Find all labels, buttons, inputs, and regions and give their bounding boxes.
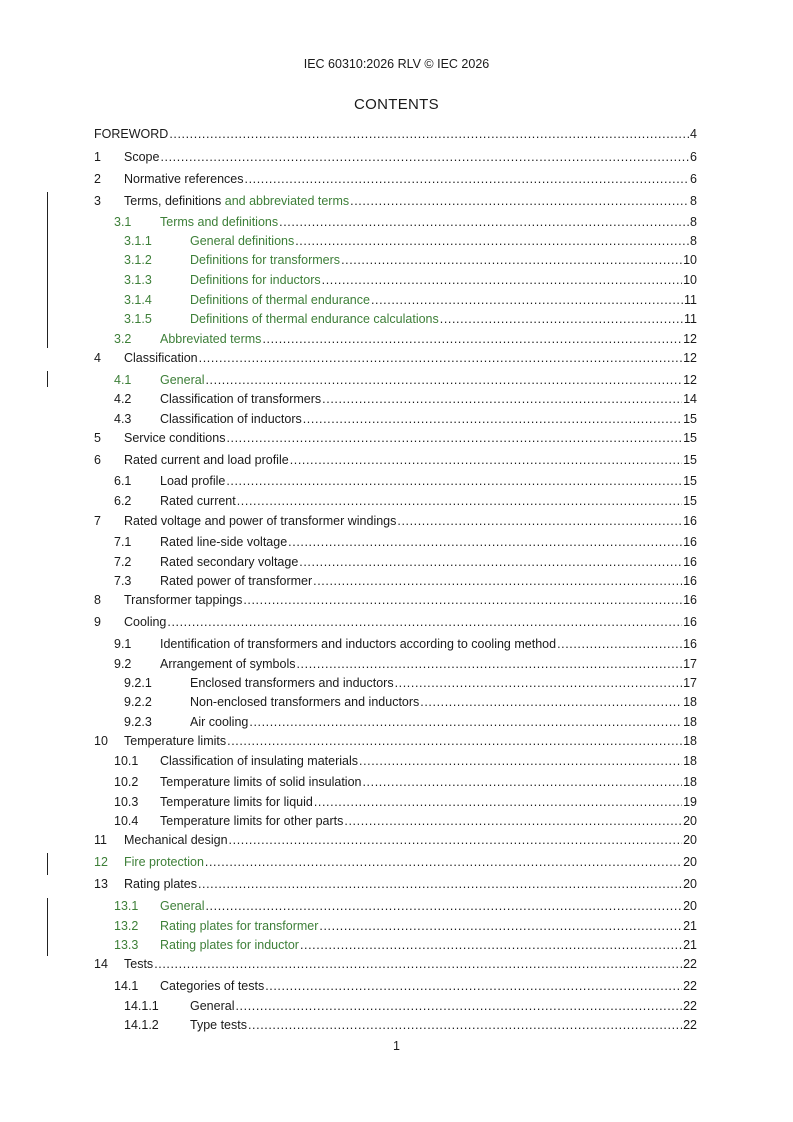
toc-leader-dots	[262, 330, 682, 348]
toc-entry-page: 15	[683, 453, 697, 467]
toc-entry[interactable]	[94, 148, 697, 166]
toc-entry[interactable]	[94, 451, 697, 469]
toc-entry-page: 8	[690, 234, 697, 248]
toc-entry[interactable]	[94, 936, 697, 954]
toc-entry-page: 8	[690, 215, 697, 229]
toc-entry-title-text: Mechanical design	[124, 833, 228, 847]
toc-entry-number: 14.1.1	[124, 999, 159, 1013]
toc-entry-number: 5	[94, 431, 101, 445]
toc-entry-title	[160, 752, 359, 770]
toc-entry-title	[160, 390, 322, 408]
toc-entry-title	[124, 349, 199, 367]
toc-leader-dots	[279, 213, 689, 231]
toc-entry-number: 6	[94, 453, 101, 467]
toc-leader-dots	[395, 674, 683, 692]
toc-entry-title	[124, 955, 154, 973]
toc-entry-title	[190, 271, 322, 289]
toc-entry[interactable]	[94, 875, 697, 893]
toc-entry[interactable]	[94, 713, 697, 731]
toc-entry-number: 13	[94, 877, 108, 891]
toc-entry-title	[160, 472, 226, 490]
toc-entry-number: 12	[94, 855, 108, 869]
toc-entry-page: 8	[690, 194, 697, 208]
toc-leader-dots	[295, 232, 689, 250]
toc-entry-number: 13.1	[114, 899, 139, 913]
toc-entry-title	[124, 512, 397, 530]
toc-entry-added-text: and abbreviated terms	[221, 194, 350, 208]
toc-entry-page: 15	[683, 412, 697, 426]
toc-entry-page: 6	[690, 172, 697, 186]
toc-entry-title-text: Rated secondary voltage	[160, 555, 299, 569]
toc-entry[interactable]	[94, 752, 697, 770]
toc-entry[interactable]	[94, 410, 697, 428]
toc-entry[interactable]	[94, 674, 697, 692]
toc-entry[interactable]	[94, 693, 697, 711]
change-bar	[47, 192, 48, 348]
toc-entry[interactable]	[94, 291, 697, 309]
toc-entry-title	[190, 291, 371, 309]
toc-entry-title	[124, 732, 227, 750]
toc-leader-dots	[226, 429, 682, 447]
toc-entry-page: 16	[683, 615, 697, 629]
toc-leader-dots	[362, 773, 682, 791]
toc-entry-title-text: Load profile	[160, 474, 226, 488]
toc-entry-page: 21	[683, 938, 697, 952]
toc-entry-title	[160, 793, 314, 811]
toc-entry-title	[160, 635, 557, 653]
toc-entry-title	[160, 213, 279, 231]
toc-entry-title	[160, 936, 300, 954]
toc-leader-dots	[199, 349, 682, 367]
toc-entry-page: 20	[683, 899, 697, 913]
toc-entry[interactable]	[94, 635, 697, 653]
toc-leader-dots	[313, 572, 682, 590]
toc-entry-title-text: Service conditions	[124, 431, 226, 445]
toc-entry[interactable]	[94, 310, 697, 328]
toc-entry-title	[190, 713, 249, 731]
toc-entry-title-text: Rated current	[160, 494, 236, 508]
toc-entry-title-text: Categories of tests	[160, 979, 265, 993]
toc-entry-title-text: General	[160, 373, 205, 387]
toc-entry-number: 7.2	[114, 555, 132, 569]
toc-entry-page: 17	[683, 657, 697, 671]
toc-entry-page: 18	[683, 775, 697, 789]
toc-entry-title-text: Rated voltage and power of transformer windings	[124, 514, 397, 528]
toc-entry-page: 16	[683, 574, 697, 588]
toc-entry-number: 7.3	[114, 574, 132, 588]
toc-entry-number: 2	[94, 172, 101, 186]
toc-entry-title-text: Normative references	[124, 172, 244, 186]
toc-entry[interactable]	[94, 251, 697, 269]
toc-entry-page: 18	[683, 734, 697, 748]
toc-entry-title-text: Arrangement of symbols	[160, 657, 296, 671]
change-bar	[47, 853, 48, 875]
change-bar	[47, 371, 48, 387]
toc-leader-dots	[299, 553, 682, 571]
toc-entry-page: 12	[683, 351, 697, 365]
toc-entry-title-text: Classification	[124, 351, 198, 365]
page-number: 1	[393, 1039, 400, 1053]
toc-leader-dots	[350, 192, 689, 210]
toc-entry-title	[160, 492, 237, 510]
toc-entry-number: 3.1.4	[124, 293, 152, 307]
toc-entry-number: 9.2.2	[124, 695, 152, 709]
toc-entry-title-text: Scope	[124, 150, 160, 164]
toc-leader-dots	[160, 148, 689, 166]
page-title: CONTENTS	[354, 96, 439, 113]
toc-entry-title-text: Enclosed transformers and inductors	[190, 676, 394, 690]
toc-entry[interactable]	[94, 170, 697, 188]
toc-entry-page: 16	[683, 637, 697, 651]
toc-entry-number: 6.1	[114, 474, 132, 488]
toc-entry-page: 15	[683, 474, 697, 488]
toc-entry-title-text: Terms and definitions	[160, 215, 279, 229]
toc-leader-dots	[314, 793, 682, 811]
toc-entry-page: 20	[683, 814, 697, 828]
toc-entry-title	[94, 125, 169, 143]
toc-entry-number: 7.1	[114, 535, 132, 549]
toc-leader-dots	[229, 831, 683, 849]
toc-entry-number: 10.4	[114, 814, 139, 828]
toc-leader-dots	[322, 271, 682, 289]
toc-entry-title-text: Fire protection	[124, 855, 204, 869]
toc-entry-title-text: Type tests	[190, 1018, 247, 1032]
toc-entry[interactable]	[94, 897, 697, 915]
toc-entry-number: 10.2	[114, 775, 139, 789]
toc-entry-number: 4	[94, 351, 101, 365]
toc-entry[interactable]	[94, 271, 697, 289]
toc-entry-title-text: Terms, definitions	[124, 194, 222, 208]
toc-entry-page: 11	[684, 293, 697, 307]
toc-entry-title-text: General	[190, 999, 235, 1013]
toc-entry-title-text: Tests	[124, 957, 154, 971]
toc-entry-number: 8	[94, 593, 101, 607]
toc-entry[interactable]	[94, 655, 697, 673]
toc-entry-title	[160, 977, 265, 995]
toc-leader-dots	[303, 410, 682, 428]
toc-entry-title	[160, 917, 319, 935]
toc-entry-number: 3.1.1	[124, 234, 152, 248]
toc-entry-title-text: Rated power of transformer	[160, 574, 313, 588]
toc-entry[interactable]	[94, 572, 697, 590]
toc-entry-page: 17	[683, 676, 697, 690]
toc-entry-title	[124, 148, 160, 166]
toc-entry-page: 18	[683, 695, 697, 709]
toc-leader-dots	[243, 591, 682, 609]
toc-entry[interactable]	[94, 997, 697, 1015]
toc-entry-page: 10	[683, 273, 697, 287]
toc-entry-title-text: Classification of insulating materials	[160, 754, 359, 768]
toc-entry-number: 9.2.1	[124, 676, 152, 690]
toc-leader-dots	[245, 170, 690, 188]
toc-entry[interactable]	[94, 613, 697, 631]
toc-leader-dots	[440, 310, 683, 328]
toc-entry-title	[160, 410, 303, 428]
toc-entry-title-text: Temperature limits for liquid	[160, 795, 313, 809]
toc-entry-title	[190, 310, 440, 328]
toc-entry[interactable]	[94, 232, 697, 250]
toc-entry-page: 6	[690, 150, 697, 164]
toc-entry[interactable]	[94, 429, 697, 447]
toc-entry-title	[124, 613, 167, 631]
toc-leader-dots	[237, 492, 682, 510]
toc-entry[interactable]	[94, 512, 697, 530]
toc-entry-page: 18	[683, 754, 697, 768]
toc-entry-title	[160, 897, 205, 915]
toc-entry-title	[124, 429, 226, 447]
toc-entry-title-text: Temperature limits	[124, 734, 227, 748]
toc-entry-title	[190, 693, 420, 711]
toc-entry-title	[190, 1016, 248, 1034]
toc-leader-dots	[227, 732, 682, 750]
toc-entry-number: 13.2	[114, 919, 139, 933]
toc-entry-page: 10	[683, 253, 697, 267]
toc-entry[interactable]	[94, 472, 697, 490]
toc-entry-title-text: Classification of inductors	[160, 412, 302, 426]
toc-entry-title-text: Rating plates for inductor	[160, 938, 299, 952]
toc-entry-number: 10	[94, 734, 108, 748]
toc-leader-dots	[205, 897, 682, 915]
toc-entry-page: 12	[683, 373, 697, 387]
toc-entry-number: 3.1.3	[124, 273, 152, 287]
toc-entry-page: 22	[683, 1018, 697, 1032]
toc-leader-dots	[167, 613, 682, 631]
toc-entry-page: 16	[683, 555, 697, 569]
toc-entry[interactable]	[94, 812, 697, 830]
toc-entry-title	[160, 553, 299, 571]
toc-entry[interactable]	[94, 917, 697, 935]
toc-entry[interactable]	[94, 492, 697, 510]
toc-entry-title-text: Cooling	[124, 615, 167, 629]
toc-entry-number: 3.1	[114, 215, 132, 229]
toc-entry-number: 7	[94, 514, 101, 528]
toc-entry-title	[124, 875, 198, 893]
toc-entry[interactable]	[94, 831, 697, 849]
toc-entry-number: 3.1.2	[124, 253, 152, 267]
toc-entry[interactable]	[94, 793, 697, 811]
toc-entry-number: 9.1	[114, 637, 132, 651]
toc-entry-page: 15	[683, 431, 697, 445]
toc-entry-title	[124, 451, 290, 469]
toc-entry-title-text: Definitions for inductors	[190, 273, 321, 287]
toc-entry-title	[124, 170, 245, 188]
toc-entry-title-text: Air cooling	[190, 715, 249, 729]
toc-entry-title	[160, 655, 296, 673]
toc-entry-page: 20	[683, 833, 697, 847]
toc-entry-number: 4.2	[114, 392, 132, 406]
toc-entry-page: 14	[683, 392, 697, 406]
toc-entry-number: 11	[94, 833, 107, 847]
change-bar	[47, 898, 48, 956]
toc-entry[interactable]	[94, 213, 697, 231]
toc-entry-title-text: Rating plates	[124, 877, 197, 891]
toc-entry-page: 4	[690, 127, 697, 141]
toc-entry-number: 10.1	[114, 754, 139, 768]
toc-entry[interactable]	[94, 853, 697, 871]
toc-entry-page: 16	[683, 514, 697, 528]
toc-entry[interactable]	[94, 371, 697, 389]
toc-entry-number: 4.3	[114, 412, 132, 426]
toc-entry[interactable]	[94, 732, 697, 750]
toc-leader-dots	[248, 1016, 682, 1034]
toc-entry-title	[124, 831, 229, 849]
toc-entry[interactable]	[94, 1016, 697, 1034]
toc-leader-dots	[265, 977, 682, 995]
toc-entry-title	[160, 371, 205, 389]
toc-entry-number: 14.1	[114, 979, 139, 993]
toc-entry-number: 10.3	[114, 795, 139, 809]
toc-entry-page: 22	[683, 979, 697, 993]
toc-entry-page: 20	[683, 855, 697, 869]
toc-leader-dots	[319, 917, 682, 935]
toc-leader-dots	[420, 693, 682, 711]
toc-leader-dots	[344, 812, 682, 830]
toc-entry-number: 13.3	[114, 938, 139, 952]
toc-leader-dots	[290, 451, 682, 469]
toc-entry-title-text: Rated current and load profile	[124, 453, 289, 467]
toc-entry-title-text: Temperature limits of solid insulation	[160, 775, 362, 789]
toc-entry-number: 14.1.2	[124, 1018, 159, 1032]
toc-entry-title-text: Temperature limits for other parts	[160, 814, 344, 828]
toc-entry-title-text: Rated line-side voltage	[160, 535, 288, 549]
toc-entry[interactable]	[94, 533, 697, 551]
toc-leader-dots	[296, 655, 682, 673]
toc-entry-number: 4.1	[114, 373, 132, 387]
toc-entry-page: 12	[683, 332, 697, 346]
toc-entry-number: 9.2.3	[124, 715, 152, 729]
toc-entry-number: 14	[94, 957, 108, 971]
toc-entry-number: 9.2	[114, 657, 132, 671]
toc-entry[interactable]	[94, 553, 697, 571]
toc-entry-title-text: Identification of transformers and inductors according to cooling method	[160, 637, 557, 651]
toc-entry-number: 9	[94, 615, 101, 629]
toc-entry-title-text: Abbreviated terms	[160, 332, 262, 346]
toc-entry-title	[124, 853, 205, 871]
toc-leader-dots	[235, 997, 682, 1015]
toc-entry-title	[190, 251, 341, 269]
toc-entry-title-text: Definitions of thermal endurance calculations	[190, 312, 439, 326]
toc-entry-page: 11	[684, 312, 697, 326]
toc-leader-dots	[300, 936, 682, 954]
toc-entry-page: 19	[683, 795, 697, 809]
toc-leader-dots	[288, 533, 682, 551]
toc-entry-title	[160, 812, 344, 830]
toc-entry[interactable]	[94, 773, 697, 791]
toc-entry-title-text: FOREWORD	[94, 127, 169, 141]
toc-entry-title	[190, 232, 295, 250]
toc-entry-title	[160, 533, 288, 551]
toc-entry-title	[190, 997, 235, 1015]
toc-entry-page: 22	[683, 957, 697, 971]
toc-leader-dots	[226, 472, 682, 490]
toc-entry-title	[124, 192, 350, 210]
toc-leader-dots	[169, 125, 689, 143]
toc-leader-dots	[371, 291, 683, 309]
toc-entry-title-text: General	[160, 899, 205, 913]
toc-entry-number: 3	[94, 194, 101, 208]
toc-entry-number: 6.2	[114, 494, 132, 508]
toc-entry[interactable]	[94, 390, 697, 408]
toc-leader-dots	[198, 875, 682, 893]
toc-entry-title-text: Rating plates for transformer	[160, 919, 319, 933]
toc-entry-page: 18	[683, 715, 697, 729]
toc-leader-dots	[397, 512, 682, 530]
toc-entry-title-text: Non-enclosed transformers and inductors	[190, 695, 420, 709]
toc-entry[interactable]	[94, 591, 697, 609]
toc-entry-page: 15	[683, 494, 697, 508]
toc-leader-dots	[359, 752, 682, 770]
toc-leader-dots	[341, 251, 682, 269]
toc-leader-dots	[154, 955, 682, 973]
toc-entry-title	[190, 674, 395, 692]
toc-entry-page: 16	[683, 593, 697, 607]
toc-leader-dots	[557, 635, 682, 653]
toc-entry-page: 22	[683, 999, 697, 1013]
toc-entry-page: 21	[683, 919, 697, 933]
toc-entry-title	[160, 330, 262, 348]
toc-entry-title-text: Definitions of thermal endurance	[190, 293, 370, 307]
toc-entry[interactable]	[94, 955, 697, 973]
toc-leader-dots	[249, 713, 682, 731]
toc-entry[interactable]	[94, 192, 697, 210]
toc-entry-number: 1	[94, 150, 101, 164]
toc-entry-title-text: Classification of transformers	[160, 392, 322, 406]
document-header: IEC 60310:2026 RLV © IEC 2026	[303, 57, 490, 71]
toc-entry-title	[160, 773, 362, 791]
toc-entry-title-text: Definitions for transformers	[190, 253, 341, 267]
toc-entry-number: 3.2	[114, 332, 132, 346]
toc-entry-title	[160, 572, 313, 590]
toc-leader-dots	[205, 853, 682, 871]
toc-leader-dots	[205, 371, 682, 389]
toc-entry[interactable]	[94, 977, 697, 995]
toc-entry[interactable]	[94, 330, 697, 348]
toc-entry-page: 20	[683, 877, 697, 891]
toc-entry[interactable]	[94, 349, 697, 367]
toc-entry-page: 16	[683, 535, 697, 549]
toc-leader-dots	[322, 390, 682, 408]
toc-entry-title-text: Transformer tappings	[124, 593, 243, 607]
toc-entry-title-text: General definitions	[190, 234, 295, 248]
toc-entry-number: 3.1.5	[124, 312, 152, 326]
toc-entry-title	[124, 591, 243, 609]
toc-entry[interactable]	[94, 125, 697, 143]
